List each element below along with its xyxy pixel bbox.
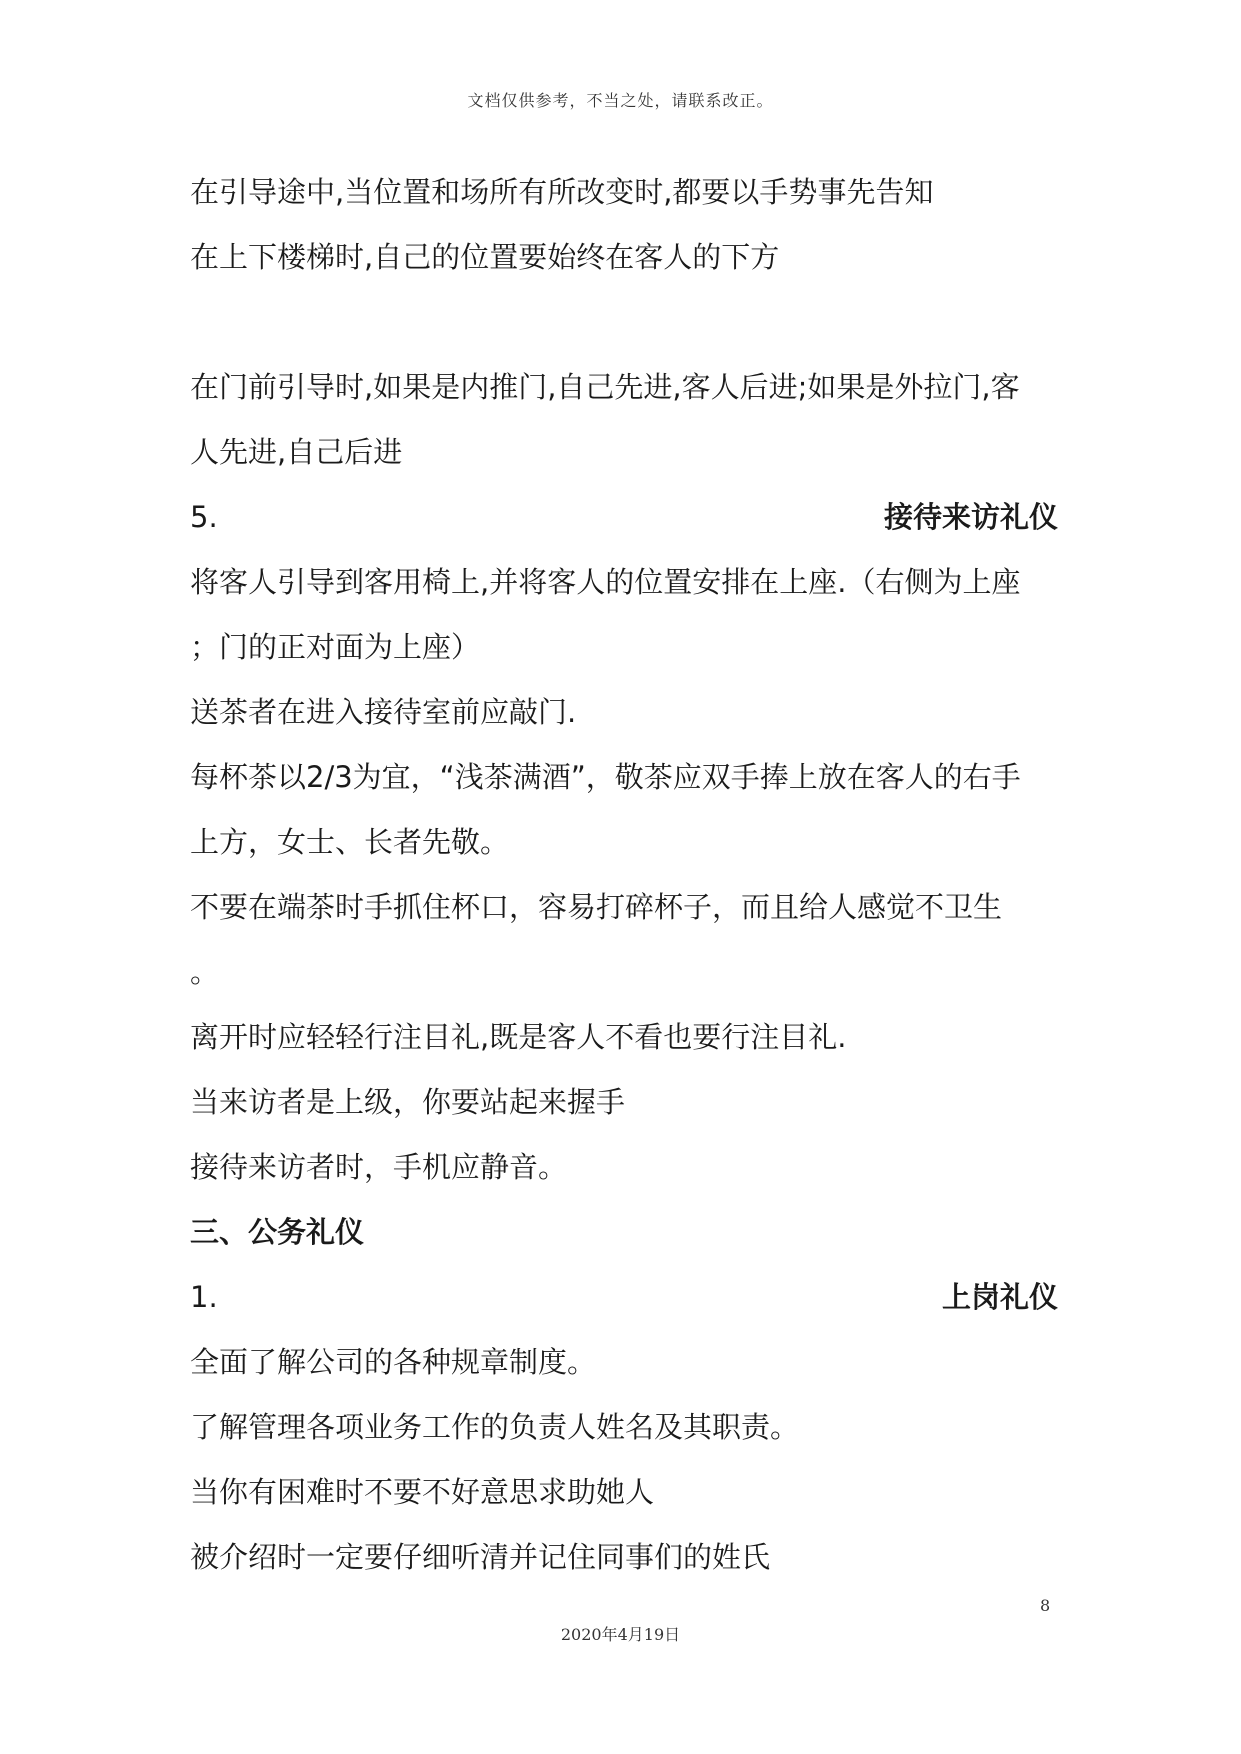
paragraph-stairs: 在上下楼梯时,自己的位置要始终在客人的下方 xyxy=(190,240,780,274)
section-5-line: 将客人引导到客用椅上,并将客人的位置安排在上座.（右侧为上座 xyxy=(190,565,1021,599)
paragraph-door-line-2: 人先进,自己后进 xyxy=(190,435,403,469)
section-5-line: 上方，女士、长者先敬。 xyxy=(190,825,510,859)
page-number: 8 xyxy=(1040,1596,1051,1615)
section-1-title: 上岗礼仪 xyxy=(941,1280,1058,1314)
section-5-line: 离开时应轻轻行注目礼,既是客人不看也要行注目礼. xyxy=(190,1020,847,1054)
footer-date: 2020年4月19日 xyxy=(560,1625,681,1644)
section-5-line: 不要在端茶时手抓住杯口，容易打碎杯子，而且给人感觉不卫生 xyxy=(190,890,1003,924)
section-5-title: 接待来访礼仪 xyxy=(883,500,1058,534)
paragraph-door-line-1: 在门前引导时,如果是内推门,自己先进,客人后进;如果是外拉门,客 xyxy=(190,370,1020,404)
section-5-line: 接待来访者时，手机应静音。 xyxy=(190,1150,568,1184)
header-disclaimer: 文档仅供参考，不当之处，请联系改正。 xyxy=(467,91,774,110)
section-1-line: 了解管理各项业务工作的负责人姓名及其职责。 xyxy=(190,1410,800,1444)
section-1-heading xyxy=(190,1265,1058,1330)
section-1-line: 当你有困难时不要不好意思求助她人 xyxy=(190,1475,655,1509)
section-5-line: 送茶者在进入接待室前应敲门. xyxy=(190,695,577,729)
section-1-line: 全面了解公司的各种规章制度。 xyxy=(190,1345,597,1379)
section-5-heading xyxy=(190,485,1058,550)
paragraph-guide-change: 在引导途中,当位置和场所有所改变时,都要以手势事先告知 xyxy=(190,175,934,209)
section-5-line: 每杯茶以2/3为宜，“浅茶满酒”，敬茶应双手捧上放在客人的右手 xyxy=(190,760,1021,794)
section-5-line: ；门的正对面为上座） xyxy=(190,630,481,664)
section-1-line: 被介绍时一定要仔细听清并记住同事们的姓氏 xyxy=(190,1540,771,1574)
part-3-heading: 三、公务礼仪 xyxy=(190,1215,365,1249)
blank-line xyxy=(190,290,1058,355)
section-5-line: 。 xyxy=(190,955,220,989)
section-5-line: 当来访者是上级，你要站起来握手 xyxy=(190,1085,626,1119)
section-5-number: 5. xyxy=(190,500,218,534)
section-1-number: 1. xyxy=(190,1280,218,1314)
document-body xyxy=(190,160,1058,1590)
